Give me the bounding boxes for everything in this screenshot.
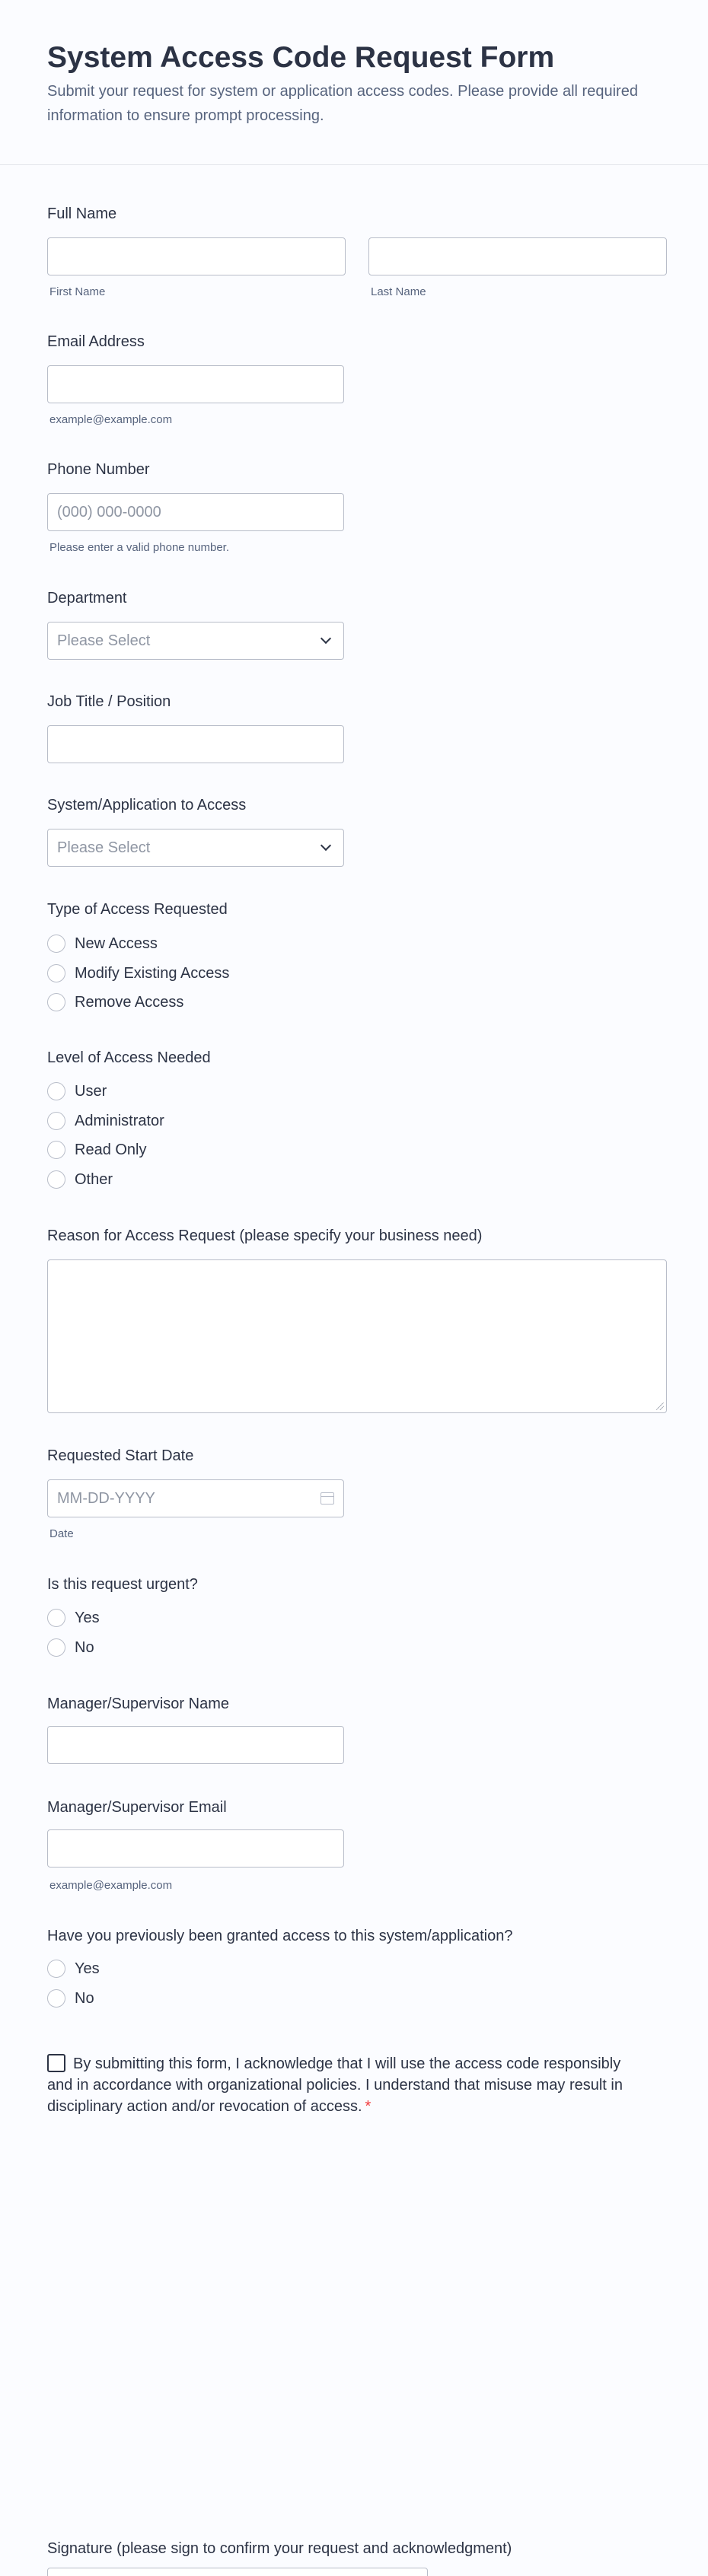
radio-label: Yes xyxy=(75,1960,100,1977)
chevron-down-icon xyxy=(321,840,331,851)
access-type-label: Type of Access Requested xyxy=(47,901,228,918)
email-sublabel: example@example.com xyxy=(49,413,173,426)
radio-label: No xyxy=(75,1638,94,1656)
radio-button[interactable] xyxy=(47,935,65,953)
radio-label: Modify Existing Access xyxy=(75,964,230,982)
start-date-sublabel: Date xyxy=(49,1527,74,1540)
manager-email-sublabel: example@example.com xyxy=(49,1879,173,1892)
manager-email-input[interactable] xyxy=(47,1829,344,1868)
calendar-icon[interactable] xyxy=(321,1492,334,1505)
manager-email-label: Manager/Supervisor Email xyxy=(47,1799,227,1816)
radio-button[interactable] xyxy=(47,1082,65,1100)
signature-pad[interactable] xyxy=(47,2568,428,2576)
radio-button[interactable] xyxy=(47,1609,65,1627)
full-name-label: Full Name xyxy=(47,205,117,222)
radio-label: Remove Access xyxy=(75,993,184,1011)
phone-sublabel: Please enter a valid phone number. xyxy=(49,541,229,554)
access-level-label: Level of Access Needed xyxy=(47,1049,211,1066)
phone-label: Phone Number xyxy=(47,461,150,478)
previous-option-no[interactable] xyxy=(47,1988,94,2009)
start-date-placeholder: MM-DD-YYYY xyxy=(57,1489,155,1507)
radio-label: User xyxy=(75,1082,107,1100)
access-type-option-remove[interactable] xyxy=(47,992,183,1013)
access-level-option-user[interactable] xyxy=(47,1081,107,1102)
department-select[interactable] xyxy=(47,622,344,660)
last-name-sublabel: Last Name xyxy=(371,285,426,298)
radio-button[interactable] xyxy=(47,964,65,982)
radio-label: Other xyxy=(75,1170,113,1188)
radio-button[interactable] xyxy=(47,1141,65,1159)
radio-label: No xyxy=(75,1989,94,2007)
access-type-option-new[interactable] xyxy=(47,933,158,954)
chevron-down-icon xyxy=(321,633,331,644)
reason-label: Reason for Access Request (please specify your business need) xyxy=(47,1228,483,1244)
radio-button[interactable] xyxy=(47,1170,65,1189)
urgent-label: Is this request urgent? xyxy=(47,1576,198,1593)
first-name-sublabel: First Name xyxy=(49,285,106,298)
phone-input[interactable] xyxy=(47,493,344,531)
previous-access-label: Have you previously been granted access to this system/application? xyxy=(47,1928,513,1944)
start-date-label: Requested Start Date xyxy=(47,1447,194,1464)
radio-label: Read Only xyxy=(75,1141,147,1158)
acknowledgment xyxy=(47,2053,626,2117)
department-label: Department xyxy=(47,590,127,607)
access-level-option-readonly[interactable] xyxy=(47,1139,147,1161)
resize-handle-icon[interactable] xyxy=(656,1403,664,1410)
system-placeholder: Please Select xyxy=(57,839,151,856)
radio-label: Yes xyxy=(75,1609,100,1626)
previous-option-yes[interactable] xyxy=(47,1958,100,1979)
radio-label: New Access xyxy=(75,935,158,952)
radio-button[interactable] xyxy=(47,1638,65,1657)
form-title: System Access Code Request Form xyxy=(47,41,555,74)
radio-button[interactable] xyxy=(47,1960,65,1978)
phone-placeholder: (000) 000-0000 xyxy=(57,503,161,521)
access-level-option-other[interactable] xyxy=(47,1169,113,1190)
required-mark: * xyxy=(365,2098,372,2115)
start-date-input[interactable] xyxy=(47,1479,344,1517)
email-input[interactable] xyxy=(47,365,344,403)
job-title-label: Job Title / Position xyxy=(47,693,171,710)
acknowledgment-text: By submitting this form, I acknowledge that I will use the access code responsibly and in accordance with organizational policies. I understand that misuse may result in disciplinary action and/or revocation of access. xyxy=(47,2055,623,2115)
signature-label: Signature (please sign to confirm your request and acknowledgment) xyxy=(47,2540,512,2557)
form-header xyxy=(0,0,708,165)
radio-button[interactable] xyxy=(47,993,65,1011)
access-type-option-modify[interactable] xyxy=(47,963,229,984)
manager-name-label: Manager/Supervisor Name xyxy=(47,1696,229,1712)
department-placeholder: Please Select xyxy=(57,632,151,649)
reason-textarea[interactable] xyxy=(47,1259,667,1413)
acknowledgment-checkbox[interactable] xyxy=(47,2054,65,2072)
first-name-input[interactable] xyxy=(47,237,346,275)
system-label: System/Application to Access xyxy=(47,797,247,814)
form-subtitle: Submit your request for system or application access codes. Please provide all required information to ensure prompt processing. xyxy=(47,83,638,124)
urgent-option-yes[interactable] xyxy=(47,1607,100,1629)
job-title-input[interactable] xyxy=(47,725,344,763)
access-level-option-admin[interactable] xyxy=(47,1110,164,1132)
email-label: Email Address xyxy=(47,333,145,350)
system-select[interactable] xyxy=(47,829,344,867)
radio-button[interactable] xyxy=(47,1112,65,1130)
manager-name-input[interactable] xyxy=(47,1726,344,1764)
radio-label: Administrator xyxy=(75,1112,164,1129)
urgent-option-no[interactable] xyxy=(47,1637,94,1658)
radio-button[interactable] xyxy=(47,1989,65,2008)
last-name-input[interactable] xyxy=(368,237,667,275)
